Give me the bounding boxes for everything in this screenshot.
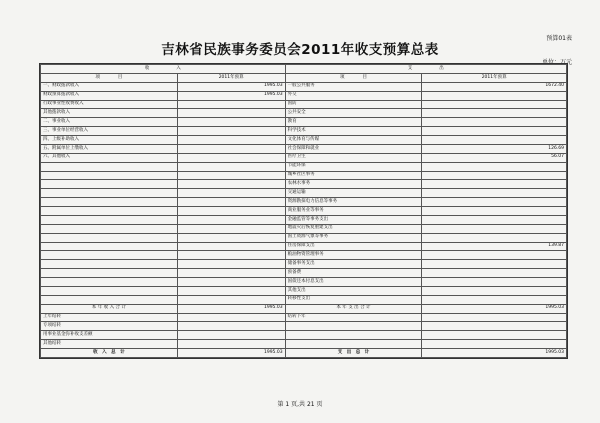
income-value (177, 278, 285, 287)
carry-row (41, 313, 567, 322)
income-value (177, 153, 285, 162)
income-item (41, 260, 178, 269)
carry-income-value (177, 322, 285, 331)
income-item: 一、财政拨款收入 (41, 82, 178, 91)
table-row (41, 189, 567, 198)
table-row (41, 118, 567, 127)
income-value (177, 171, 285, 180)
income-value (177, 109, 285, 118)
income-item (41, 242, 178, 251)
income-header: 收 入 (41, 65, 286, 74)
expense-value (422, 233, 567, 242)
expense-item: 住房保障支出 (285, 242, 422, 251)
table-row (41, 198, 567, 207)
expense-value (422, 224, 567, 233)
income-item (41, 233, 178, 242)
expense-budget-header: 2011年预算 (422, 73, 567, 82)
expense-value (422, 269, 567, 278)
form-code: 预算01表 (546, 35, 572, 42)
table-row (41, 269, 567, 278)
income-value (177, 295, 285, 304)
table-row (41, 153, 567, 162)
income-value (177, 242, 285, 251)
income-item (41, 171, 178, 180)
income-value: 1995.03 (177, 82, 285, 91)
expense-total-label: 本 年 支 出 合 计 (285, 304, 422, 313)
income-value (177, 233, 285, 242)
expense-value: 139.87 (422, 242, 567, 251)
income-item: 其他拨款收入 (41, 109, 178, 118)
expense-value (422, 118, 567, 127)
expense-value (422, 198, 567, 207)
expense-value (422, 136, 567, 145)
table-row (41, 224, 567, 233)
income-item: 行政事业性收费收入 (41, 100, 178, 109)
expense-value (422, 286, 567, 295)
carry-row (41, 322, 567, 331)
current-year-total-row (41, 304, 567, 313)
expense-grand-value: 1995.03 (422, 349, 567, 358)
expense-value: 1672.40 (422, 82, 567, 91)
expense-item: 其他支出 (285, 286, 422, 295)
expense-item: 公共安全 (285, 109, 422, 118)
expense-value: 56.07 (422, 153, 567, 162)
carry-row (41, 331, 567, 340)
income-value (177, 144, 285, 153)
income-value (177, 136, 285, 145)
income-value (177, 162, 285, 171)
expense-value (422, 171, 567, 180)
income-grand-label: 收 入 总 计 (41, 349, 178, 358)
expense-value (422, 189, 567, 198)
expense-item: 地震灾后恢复重建支出 (285, 224, 422, 233)
table-row (41, 286, 567, 295)
expense-grand-label: 支 出 总 计 (285, 349, 422, 358)
expense-value (422, 260, 567, 269)
table-row (41, 278, 567, 287)
table-row (41, 109, 567, 118)
income-item: 六、其他收入 (41, 153, 178, 162)
income-value: 1995.03 (177, 91, 285, 100)
carry-expense-item (285, 331, 422, 340)
carry-income-item: 用事业基金弥补收支差额 (41, 331, 178, 340)
table-row (41, 127, 567, 136)
expense-item-header: 项 目 (285, 73, 422, 82)
expense-value (422, 278, 567, 287)
expense-item: 交通运输 (285, 189, 422, 198)
income-item: 四、上级补助收入 (41, 136, 178, 145)
table-row (41, 295, 567, 304)
table-row (41, 233, 567, 242)
income-item (41, 269, 178, 278)
income-value (177, 215, 285, 224)
expense-item: 科学技术 (285, 127, 422, 136)
header-row-sections (41, 65, 567, 74)
income-item (41, 251, 178, 260)
income-item: 财政预算拨款收入 (41, 91, 178, 100)
expense-item: 社会保障和就业 (285, 144, 422, 153)
grand-total-row (41, 349, 567, 358)
income-value (177, 251, 285, 260)
income-total-value: 1995.03 (177, 304, 285, 313)
income-item: 二、事业收入 (41, 118, 178, 127)
expense-value (422, 207, 567, 216)
table-row (41, 82, 567, 91)
expense-item: 国防 (285, 100, 422, 109)
income-item (41, 286, 178, 295)
income-item (41, 215, 178, 224)
expense-item: 预备费 (285, 269, 422, 278)
income-item-header: 项 目 (41, 73, 178, 82)
expense-value (422, 215, 567, 224)
budget-table (39, 63, 568, 359)
expense-value (422, 109, 567, 118)
table-row (41, 91, 567, 100)
income-grand-value: 1995.03 (177, 349, 285, 358)
expense-value (422, 91, 567, 100)
carry-expense-value (422, 340, 567, 349)
income-total-label: 本 年 收 入 合 计 (41, 304, 178, 313)
expense-item: 一般公共服务 (285, 82, 422, 91)
income-item: 五、附属单位上缴收入 (41, 144, 178, 153)
carry-income-item: 上年结转 (41, 313, 178, 322)
table-row (41, 100, 567, 109)
carry-income-item: 其他结转 (41, 340, 178, 349)
income-item (41, 207, 178, 216)
page-title: 吉林省民族事务委员会2011年收支预算总表 (161, 42, 439, 58)
expense-item: 节能环保 (285, 162, 422, 171)
carry-income-value (177, 331, 285, 340)
expense-item: 农林水事务 (285, 180, 422, 189)
expense-header: 支 出 (285, 65, 566, 74)
table-row (41, 242, 567, 251)
carry-expense-item: 结转下年 (285, 313, 422, 322)
expense-value (422, 127, 567, 136)
carry-income-value (177, 340, 285, 349)
income-value (177, 207, 285, 216)
expense-value: 126.69 (422, 144, 567, 153)
expense-value (422, 251, 567, 260)
expense-value (422, 162, 567, 171)
table-row (41, 260, 567, 269)
expense-item: 粮油物资管理事务 (285, 251, 422, 260)
income-item (41, 198, 178, 207)
income-value (177, 180, 285, 189)
income-value (177, 127, 285, 136)
table-row (41, 171, 567, 180)
expense-value (422, 100, 567, 109)
income-item (41, 295, 178, 304)
carry-expense-value (422, 331, 567, 340)
expense-value (422, 180, 567, 189)
carry-expense-item (285, 322, 422, 331)
expense-item: 储备事务支出 (285, 260, 422, 269)
expense-item: 城乡社区事务 (285, 171, 422, 180)
expense-item: 文化体育与传媒 (285, 136, 422, 145)
income-item (41, 162, 178, 171)
income-item (41, 224, 178, 233)
carry-expense-value (422, 322, 567, 331)
page-number: 第 1 页,共 21 页 (277, 401, 323, 408)
table-row (41, 136, 567, 145)
income-value (177, 260, 285, 269)
table-row (41, 162, 567, 171)
expense-item: 国债还本付息支出 (285, 278, 422, 287)
table-row (41, 251, 567, 260)
income-value (177, 100, 285, 109)
carry-income-value (177, 313, 285, 322)
expense-item: 医疗卫生 (285, 153, 422, 162)
table-row (41, 180, 567, 189)
expense-item: 商业服务业等事务 (285, 207, 422, 216)
income-value (177, 118, 285, 127)
income-item (41, 278, 178, 287)
expense-item: 教育 (285, 118, 422, 127)
income-value (177, 198, 285, 207)
income-item: 三、事业单位经营收入 (41, 127, 178, 136)
carry-income-item: 专项结转 (41, 322, 178, 331)
expense-total-value: 1995.03 (422, 304, 567, 313)
carry-expense-item (285, 340, 422, 349)
carry-expense-value (422, 313, 567, 322)
expense-item: 外交 (285, 91, 422, 100)
income-value (177, 286, 285, 295)
expense-item: 国土资源气象等事务 (285, 233, 422, 242)
income-value (177, 269, 285, 278)
expense-item: 金融监管等事务支出 (285, 215, 422, 224)
income-budget-header: 2011年预算 (177, 73, 285, 82)
income-item (41, 189, 178, 198)
table-row (41, 215, 567, 224)
table-row (41, 207, 567, 216)
income-value (177, 224, 285, 233)
carry-row (41, 340, 567, 349)
table-row (41, 144, 567, 153)
expense-value (422, 295, 567, 304)
unit-label: 单位：万元 (541, 59, 572, 66)
income-item (41, 180, 178, 189)
header-row-columns (41, 73, 567, 82)
expense-item: 转移性支出 (285, 295, 422, 304)
income-value (177, 189, 285, 198)
expense-item: 资源勘探电力信息等事务 (285, 198, 422, 207)
